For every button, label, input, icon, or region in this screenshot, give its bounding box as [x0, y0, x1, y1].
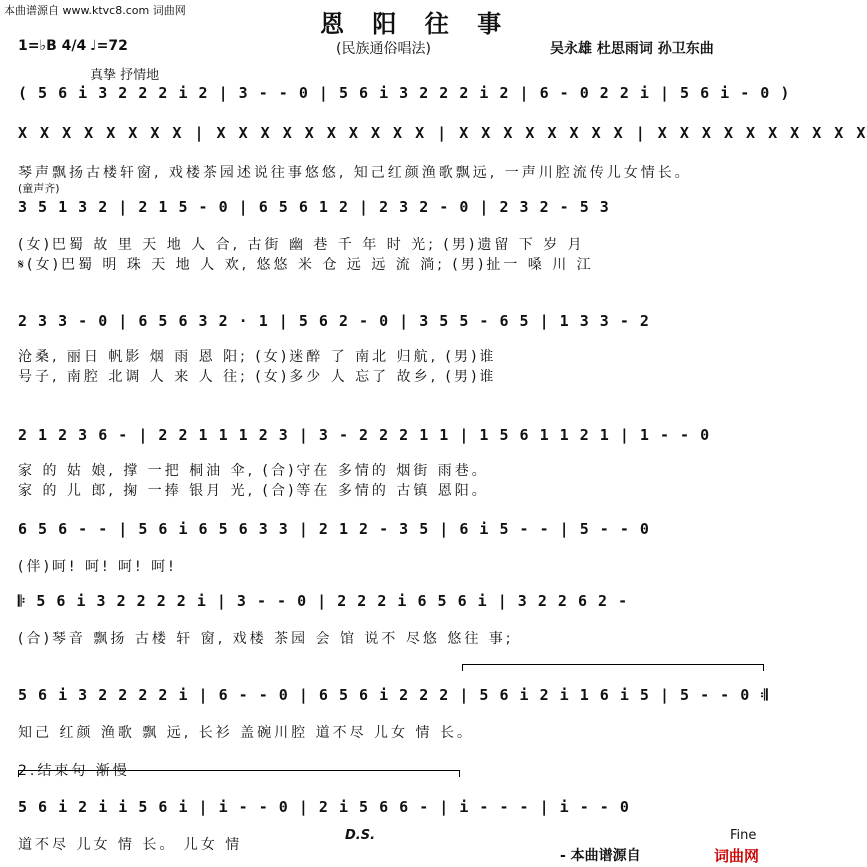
- lyric-line: 知己 红颜 渔歌 飘 远, 长衫 盖碗川腔 道不尽 儿女 情 长。: [18, 725, 474, 741]
- notation-line: 𝄆 5 6 i 3 2 2 2 2 i | 3 - - 0 | 2 2 2 i 6 5 6 i | 3 2 2 6 2 -: [18, 592, 629, 610]
- notation-line: 5 6 i 2 i i 5 6 i | i - - 0 | 2 i 5 6 6 - | i - - - | i - - 0: [18, 798, 630, 816]
- lyric-line: 家 的 姑 娘, 撑 一把 桐油 伞, (合)守在 多情的 烟街 雨巷。: [18, 463, 489, 479]
- lyric-line: (伴)呵! 呵! 呵! 呵!: [18, 559, 177, 575]
- first-ending-bracket: [462, 664, 764, 671]
- key-signature: 1=♭B 4/4: [18, 38, 87, 54]
- lyric-line: 沧桑, 丽日 帆影 烟 雨 恩 阳; (女)迷醉 了 南北 归航, (男)谁: [18, 349, 497, 365]
- lyric-line: 琴声飘扬古楼轩窗, 戏楼茶园述说往事悠悠, 知己红颜渔歌飘远, 一声川腔流传儿女情长。: [18, 165, 692, 181]
- notation-line: 3 5 1 3 2 | 2 1 5 - 0 | 6 5 6 1 2 | 2 3 2 - 0 | 2 3 2 - 5 3: [18, 198, 610, 216]
- notation-line: 2 1 2 3 6 - | 2 2 1 1 1 2 3 | 3 - 2 2 2 1 1 | 1 5 6 1 1 2 1 | 1 - - 0: [18, 426, 711, 444]
- lyric-line: 𝄋(女)巴蜀 明 珠 天 地 人 欢, 悠悠 米 仓 远 远 流 淌; (男)扯一 嗓 川 江: [18, 257, 594, 273]
- song-title: 恩 阳 往 事: [320, 9, 512, 38]
- lyric-line: (合)琴音 飘扬 古楼 轩 窗, 戏楼 茶园 会 馆 说不 尽悠 悠往 事;: [18, 631, 514, 647]
- notation-line: 2 3 3 - 0 | 6 5 6 3 2 · 1 | 5 6 2 - 0 | 3 5 5 - 6 5 | 1 3 3 - 2: [18, 312, 650, 330]
- notation-line: ( 5 6 i 3 2 2 2 i 2 | 3 - - 0 | 5 6 i 3 2 2 2 i 2 | 6 - 0 2 2 i | 5 6 i - 0 ): [18, 84, 791, 102]
- notation-line: 5 6 i 3 2 2 2 2 i | 6 - - 0 | 6 5 6 i 2 2 2 | 5 6 i 2 i 1 6 i 5 | 5 - - 0 𝄇: [18, 686, 769, 704]
- voice-label: (童声齐): [18, 182, 60, 195]
- lyric-line: 号子, 南腔 北调 人 来 人 往; (女)多少 人 忘了 故乡, (男)谁: [18, 369, 497, 385]
- singing-style: (民族通俗唱法): [336, 41, 431, 57]
- second-ending-bracket: [18, 770, 460, 777]
- tempo-marking: ♩=72: [90, 38, 128, 54]
- notation-line: X X X X X X X X | X X X X X X X X X X | X X X X X X X X | X X X X X X X X X X: [18, 124, 867, 142]
- fine-marking: Fine: [730, 828, 757, 843]
- lyric-line: 道不尽 儿女 情 长。 儿女 情: [18, 837, 243, 853]
- watermark-logo: 词曲网: [714, 847, 760, 865]
- expression-marking: 真挚 抒情地: [90, 68, 160, 83]
- dal-segno-marking: D.S.: [345, 828, 376, 843]
- lyric-line: 家 的 儿 郎, 掬 一捧 银月 光, (合)等在 多情的 古镇 恩阳。: [18, 483, 489, 499]
- lyric-line: 2.结束句 渐慢: [18, 763, 130, 779]
- lyric-line: (女)巴蜀 故 里 天 地 人 合, 古街 幽 巷 千 年 时 光; (男)遗留 下 岁 月: [18, 237, 585, 253]
- watermark-top: 本曲谱源自 www.ktvc8.com 词曲网: [4, 4, 186, 17]
- watermark-bottom: - 本曲谱源自: [560, 848, 641, 864]
- credits: 吴永雄 杜思雨词 孙卫东曲: [550, 41, 714, 57]
- notation-line: 6 5 6 - - | 5 6 i 6 5 6 3 3 | 2 1 2 - 3 5 | 6 i 5 - - | 5 - - 0: [18, 520, 650, 538]
